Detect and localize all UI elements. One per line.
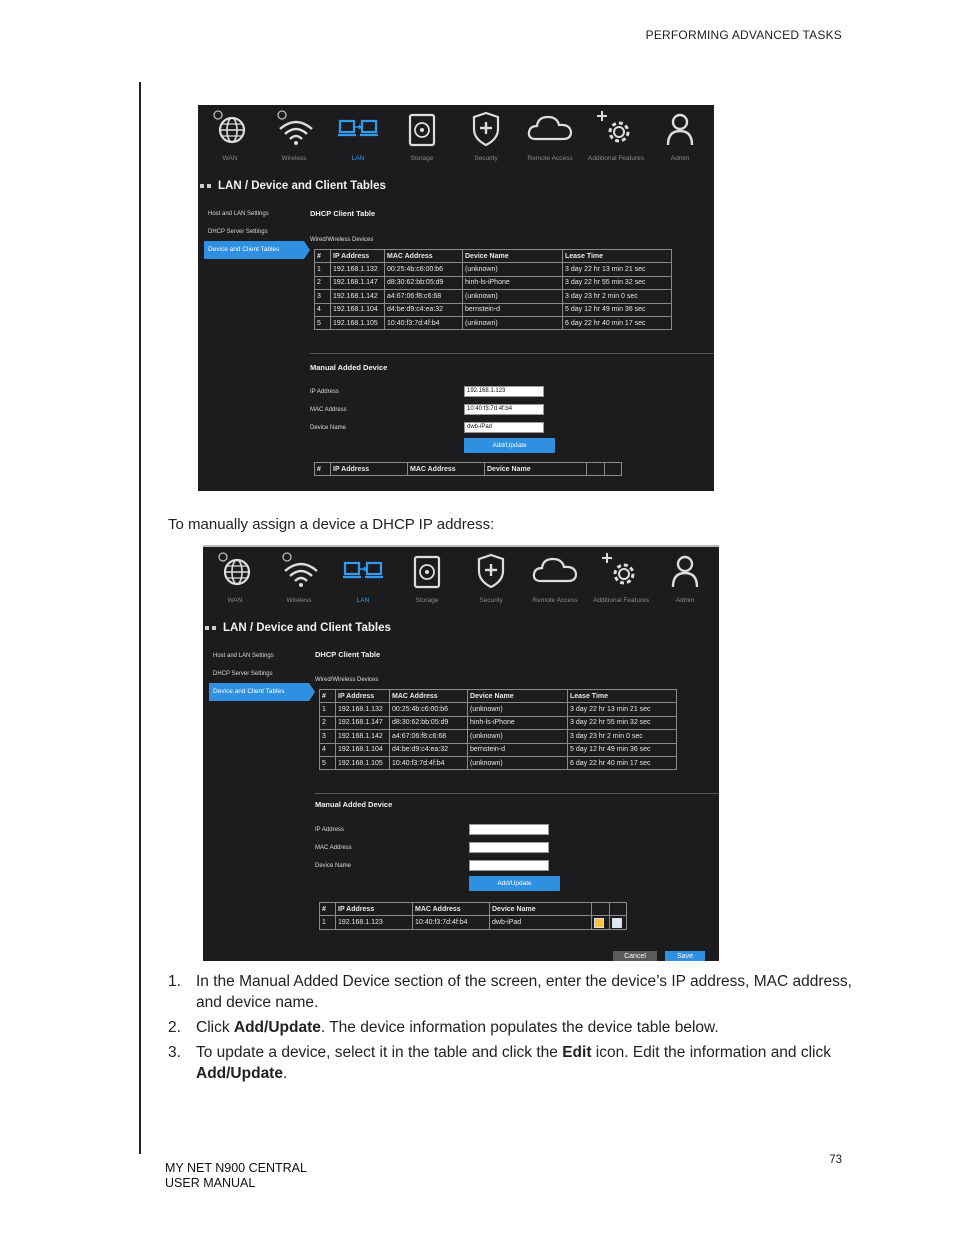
ip-input[interactable]: 192.168.1.123 [464,386,544,397]
table-row[interactable] [315,316,672,329]
nav-storage[interactable] [390,109,454,162]
step-text: To update a device, select it in the table and click the [196,1044,563,1061]
cell: 1 [320,916,336,929]
nav-label-lan: LAN [351,155,365,162]
col-ip: IP Address [336,903,413,916]
step-number: 2. [168,1019,181,1036]
name-row [310,421,714,439]
col-device-name: Device Name [485,463,587,476]
cell: d8:30:62:bb:05:d9 [385,276,463,289]
cell: 192.168.1.142 [331,290,385,303]
page-number: 73 [829,1154,842,1166]
table-row[interactable] [315,290,672,303]
cloud-icon [526,109,574,149]
storage-icon [402,109,442,149]
section-divider [310,353,714,354]
cell: 00:25:4b:c6:00:b6 [385,263,463,276]
dhcp-subheading: Wired/Wireless Devices [310,237,374,243]
cell: 1 [315,263,331,276]
col-num: # [320,903,336,916]
lan-small-icon [205,626,217,632]
dhcp-subheading: Wired/Wireless Devices [315,677,379,683]
user-icon [665,551,705,591]
col-ip: IP Address [331,250,385,263]
nav-remote-access[interactable] [518,109,582,162]
cell: 192.168.1.132 [336,703,390,716]
manual-heading: Manual Added Device [310,363,388,372]
cell: 192.168.1.104 [331,303,385,316]
cell: 10:40:f3:7d:4f:b4 [413,916,490,929]
table-row[interactable] [315,303,672,316]
nav-label-wireless: Wireless [286,597,312,604]
sidebar [204,205,308,259]
user-icon [660,109,700,149]
cell: 5 day 12 hr 49 min 36 sec [568,743,677,756]
edit-icon[interactable] [594,918,604,928]
mac-label: MAC Address [315,845,352,851]
name-row [315,859,719,877]
cell: 3 day 22 hr 55 min 32 sec [563,276,672,289]
margin-rule [139,82,141,1154]
table-row[interactable] [320,743,677,756]
mac-row [315,841,719,859]
table-row[interactable] [320,916,627,929]
nav-wan[interactable] [203,551,267,604]
step-text: In the Manual Added Device section of the screen, enter the device’s IP address, MAC address, and device name. [196,973,852,1011]
nav-wan[interactable] [198,109,262,162]
col-num: # [315,250,331,263]
cell: 192.168.1.105 [331,316,385,329]
nav-label-wan: WAN [227,597,243,604]
step-text: icon. Edit the information and click [591,1044,831,1061]
gear-plus-icon [596,109,636,149]
sidebar-item-device-client-tables[interactable]: Device and Client Tables [204,241,304,259]
edit-cell [592,916,610,929]
nav-additional-features[interactable] [589,551,653,604]
nav-label-wan: WAN [222,155,238,162]
nav-admin[interactable] [648,109,712,162]
router-screenshot-after [203,545,719,961]
cell: d4:be:d9:c4:ea:32 [385,303,463,316]
cell: d4:be:d9:c4:ea:32 [390,743,468,756]
cell: 3 day 22 hr 13 min 21 sec [568,703,677,716]
step-number: 1. [168,973,181,990]
cell: 5 [320,756,336,769]
cell: 00:25:4b:c6:00:b6 [390,703,468,716]
col-mac: MAC Address [390,690,468,703]
col-device-name: Device Name [490,903,592,916]
globe-icon [215,551,255,591]
nav-label-lan: LAN [356,597,370,604]
wifi-icon [279,551,319,591]
col-lease-time: Lease Time [568,690,677,703]
cell: 3 [315,290,331,303]
nav-lan[interactable] [331,551,395,604]
cell: 6 day 22 hr 40 min 17 sec [563,316,672,329]
wifi-icon [274,109,314,149]
table-row[interactable] [315,276,672,289]
cell: 5 day 12 hr 49 min 36 sec [563,303,672,316]
col-device-name: Device Name [468,690,568,703]
section-divider [315,793,719,794]
cell: (unknown) [463,263,563,276]
col-num: # [320,690,336,703]
col-mac: MAC Address [408,463,485,476]
cell: (unknown) [463,316,563,329]
table-row[interactable] [320,716,677,729]
col-delete [609,903,627,916]
ip-label: IP Address [315,827,344,833]
nav-security[interactable] [454,109,518,162]
sidebar-item-host-lan[interactable]: Host and LAN Settings [208,211,269,217]
cell: 3 day 23 hr 2 min 0 sec [568,730,677,743]
cell: (unknown) [463,290,563,303]
cancel-button[interactable]: Cancel [613,951,657,961]
nav-label-admin: Admin [675,597,695,604]
col-ip: IP Address [331,463,408,476]
step-text: Click [196,1019,234,1036]
cell: a4:67:06:f8:c6:68 [390,730,468,743]
router-nav-bar [198,105,714,169]
page-title: LAN / Device and Client Tables [223,622,391,634]
shield-icon [466,109,506,149]
col-ip: IP Address [336,690,390,703]
nav-label-admin: Admin [670,155,690,162]
cell: 3 day 22 hr 13 min 21 sec [563,263,672,276]
col-device-name: Device Name [463,250,563,263]
nav-label-remote-access: Remote Access [532,597,578,604]
lan-icon [338,109,378,149]
add-update-button[interactable]: Add/Update [464,438,555,453]
cell: 10:40:f3:7d:4f:b4 [390,756,468,769]
cell: bernstein-d [463,303,563,316]
footer-line-1: MY NET N900 CENTRAL [165,1161,307,1175]
step-text: . The device information populates the device table below. [320,1019,719,1036]
cell: 192.168.1.147 [336,716,390,729]
sidebar [209,647,313,701]
cell: 10:40:f3:7d:4f:b4 [385,316,463,329]
step-bold: Edit [562,1044,592,1061]
manual-form [315,823,719,877]
cell: dwb-iPad [490,916,592,929]
col-mac: MAC Address [385,250,463,263]
nav-storage[interactable] [395,551,459,604]
storage-icon [407,551,447,591]
dhcp-heading: DHCP Client Table [315,650,381,659]
nav-security[interactable] [459,551,523,604]
col-lease-time: Lease Time [563,250,672,263]
lan-small-icon [200,184,212,190]
col-edit [592,903,610,916]
step-2 [168,1017,858,1038]
ip-label: IP Address [310,389,339,395]
gear-plus-icon [601,551,641,591]
instruction-steps [168,971,858,1088]
nav-label-additional-features: Additional Features [592,597,649,604]
cell: 2 [320,716,336,729]
cell: 3 [320,730,336,743]
cell: 3 day 22 hr 55 min 32 sec [568,716,677,729]
nav-lan[interactable] [326,109,390,162]
nav-remote-access[interactable] [523,551,587,604]
nav-label-security: Security [474,155,498,162]
nav-label-wireless: Wireless [281,155,307,162]
cell: 192.168.1.142 [336,730,390,743]
manual-device-table [319,902,627,930]
cell: 4 [320,743,336,756]
cell: bernstein-d [468,743,568,756]
nav-wireless[interactable] [267,551,331,604]
table-row[interactable] [320,756,677,769]
lan-icon [343,551,383,591]
name-input[interactable] [469,860,549,871]
step-3 [168,1042,858,1084]
nav-label-storage: Storage [410,155,434,162]
step-text: . [282,1065,288,1082]
router-screenshot-before [198,105,714,491]
mac-label: MAC Address [310,407,347,413]
sidebar-item-device-client-tables[interactable]: Device and Client Tables [209,683,309,701]
nav-label-security: Security [479,597,503,604]
name-label: Device Name [315,863,352,869]
nav-label-additional-features: Additional Features [587,155,644,162]
globe-icon [210,109,250,149]
cell: 2 [315,276,331,289]
nav-label-storage: Storage [415,597,439,604]
manual-heading: Manual Added Device [315,800,393,809]
table-row[interactable] [320,703,677,716]
page-title: LAN / Device and Client Tables [218,180,386,192]
cloud-icon [531,551,579,591]
nav-additional-features[interactable] [584,109,648,162]
caption: To manually assign a device a DHCP IP address: [168,516,495,533]
ip-input[interactable] [469,824,549,835]
dhcp-heading: DHCP Client Table [310,209,376,218]
cell: (unknown) [468,703,568,716]
cell: 192.168.1.132 [331,263,385,276]
table-row[interactable] [320,730,677,743]
cell: (unknown) [468,730,568,743]
cell: 4 [315,303,331,316]
cell: hinh-ls-iPhone [463,276,563,289]
name-input[interactable]: dwb-iPad [464,422,544,433]
dhcp-client-table [314,249,672,330]
cell: 5 [315,316,331,329]
table-row[interactable] [315,263,672,276]
cell: d8:30:62:bb:05:d9 [390,716,468,729]
cell: 6 day 22 hr 40 min 17 sec [568,756,677,769]
shield-icon [471,551,511,591]
router-nav-bar [203,547,719,611]
add-update-button[interactable]: Add/Update [469,876,560,891]
delete-cell [609,916,627,929]
cell: 192.168.1.105 [336,756,390,769]
col-edit [587,463,605,476]
mac-row [310,403,714,421]
step-number: 3. [168,1044,181,1061]
nav-admin[interactable] [653,551,717,604]
col-num: # [315,463,331,476]
name-label: Device Name [310,425,347,431]
dhcp-client-table [319,689,677,770]
manual-form [310,385,714,439]
cell: 3 day 23 hr 2 min 0 sec [563,290,672,303]
save-button[interactable]: Save [665,951,705,961]
ip-row [310,385,714,403]
mac-input[interactable] [469,842,549,853]
sidebar-item-dhcp-server[interactable]: DHCP Server Settings [213,671,273,677]
cell: (unknown) [468,756,568,769]
step-bold: Add/Update [233,1019,321,1036]
footer [165,1161,307,1191]
cell: hinh-ls-iPhone [468,716,568,729]
manual-device-table [314,462,622,476]
delete-icon[interactable] [612,918,622,928]
col-delete [604,463,622,476]
nav-wireless[interactable] [262,109,326,162]
cell: 1 [320,703,336,716]
step-bold: Add/Update [196,1065,283,1082]
cell: 192.168.1.147 [331,276,385,289]
cell: 192.168.1.123 [336,916,413,929]
ip-row [315,823,719,841]
sidebar-item-dhcp-server[interactable]: DHCP Server Settings [208,229,268,235]
sidebar-item-host-lan[interactable]: Host and LAN Settings [213,653,274,659]
mac-input[interactable]: 10:40:f3:7d:4f:b4 [464,404,544,415]
footer-line-2: USER MANUAL [165,1176,256,1190]
cell: a4:67:06:f8:c6:68 [385,290,463,303]
step-1 [168,971,858,1013]
cell: 192.168.1.104 [336,743,390,756]
col-mac: MAC Address [413,903,490,916]
nav-label-remote-access: Remote Access [527,155,573,162]
running-header: PERFORMING ADVANCED TASKS [645,28,842,42]
